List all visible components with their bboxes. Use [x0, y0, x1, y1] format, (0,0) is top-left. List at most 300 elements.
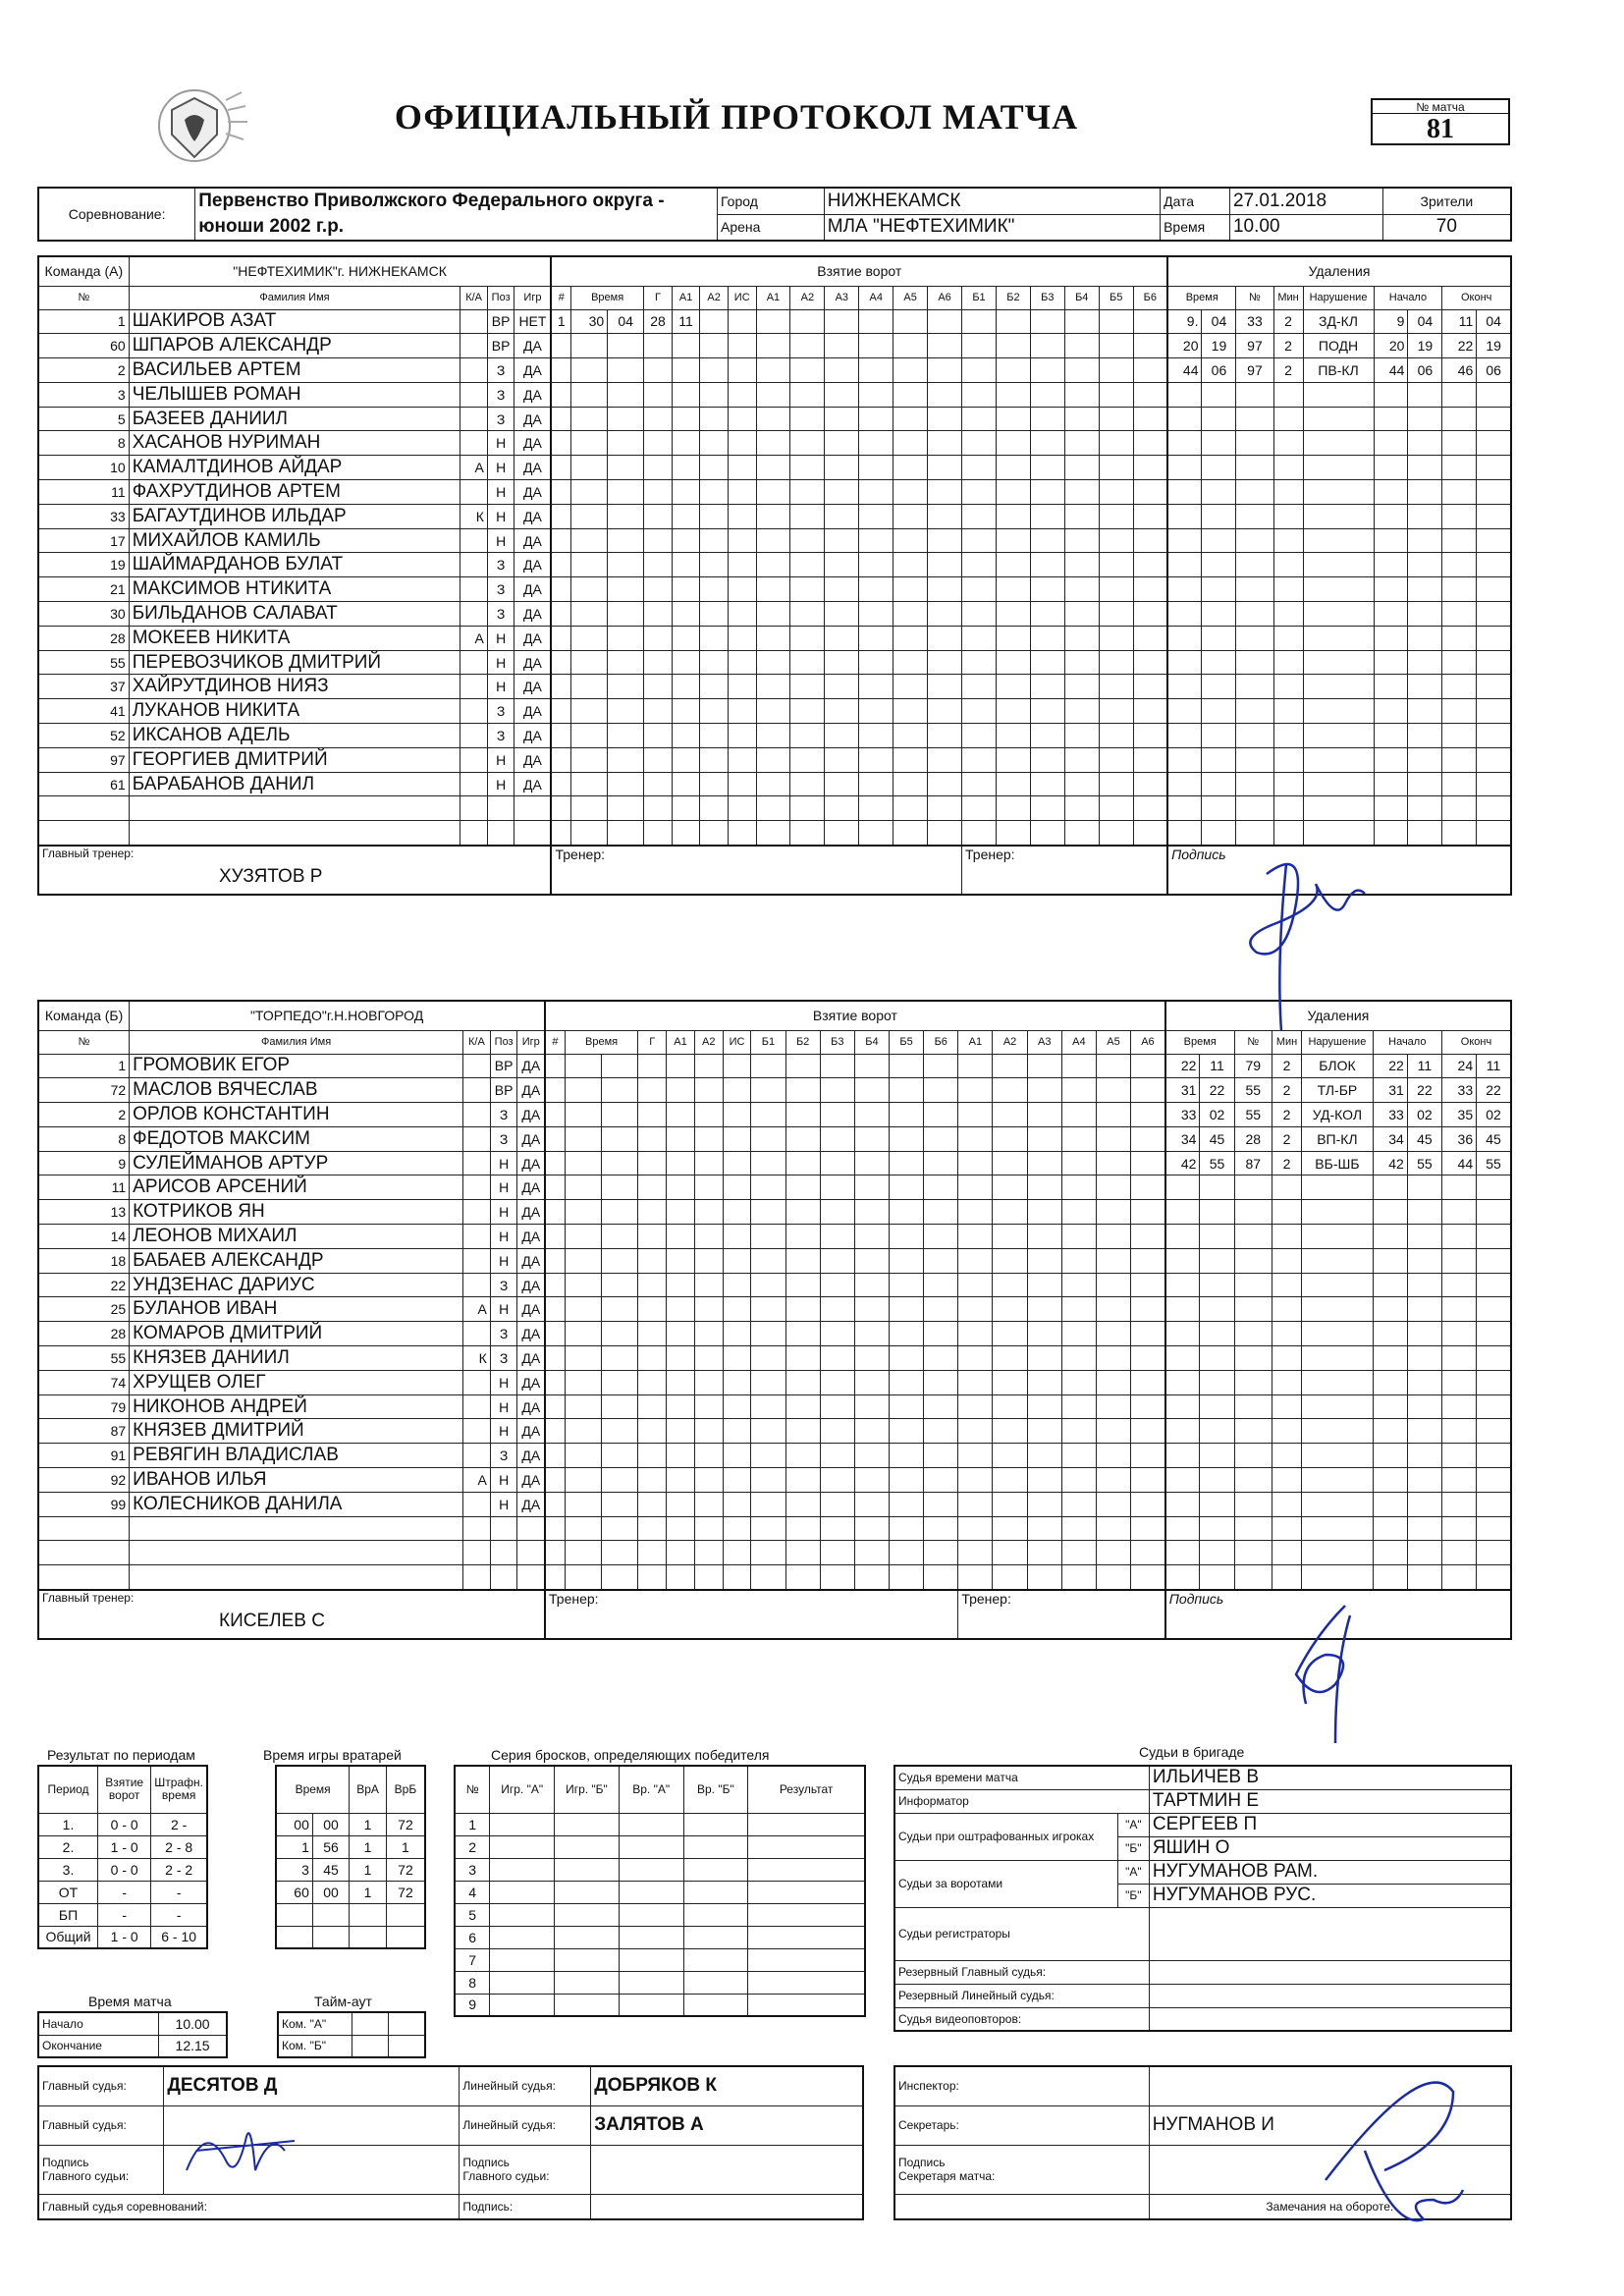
onice-cell	[751, 1248, 785, 1273]
player-played: ДА	[514, 626, 552, 650]
onice-cell	[1099, 431, 1133, 456]
pen-player	[1234, 1322, 1272, 1346]
head-coach-value: КИСЕЛЕВ С	[219, 1610, 325, 1631]
pen-time-sec	[1200, 1273, 1234, 1297]
pen-start-min	[1373, 1322, 1407, 1346]
onice-cell	[756, 821, 790, 846]
onice-cell	[785, 1297, 820, 1322]
pen-end-min	[1442, 699, 1477, 724]
period-row	[38, 1903, 207, 1926]
onice-cell	[790, 821, 825, 846]
onice-cell	[859, 602, 893, 627]
pen-time-sec	[1202, 431, 1236, 456]
goalie-row	[276, 1881, 425, 1903]
onice-cell	[1030, 334, 1064, 358]
pen-time-sec	[1202, 626, 1236, 650]
onice-cell	[924, 1054, 958, 1078]
goal-scorer	[638, 1322, 667, 1346]
onice-cell	[1027, 1394, 1061, 1419]
onice-cell	[996, 358, 1030, 383]
player-ka	[463, 1078, 491, 1103]
pen-end-sec: 11	[1477, 1054, 1511, 1078]
onice-header-11: Б6	[1133, 286, 1167, 309]
goal-scorer	[644, 602, 673, 627]
goal-assist2	[700, 382, 729, 407]
goal-situation	[723, 1346, 751, 1371]
shootout-player-a	[490, 1858, 555, 1881]
pen-violation	[1302, 1322, 1373, 1346]
goal-situation	[728, 528, 756, 553]
player-number	[38, 1565, 130, 1590]
onice-cell	[859, 747, 893, 772]
player-ka	[463, 1273, 491, 1297]
pen-minutes	[1272, 1468, 1301, 1493]
onice-cell	[1064, 456, 1099, 480]
pen-time-min	[1167, 504, 1202, 528]
goal-number	[551, 772, 570, 796]
onice-cell	[996, 821, 1030, 846]
player-position: Н	[490, 1248, 517, 1273]
pen-start-sec	[1408, 456, 1442, 480]
onice-cell	[993, 1322, 1027, 1346]
pen-start-min	[1373, 1394, 1407, 1419]
onice-cell	[785, 1151, 820, 1175]
onice-cell	[1064, 699, 1099, 724]
goal-scorer	[638, 1516, 667, 1541]
player-position: ВР	[487, 334, 514, 358]
goal-time-min	[565, 1103, 601, 1127]
goal-scorer	[644, 772, 673, 796]
goal-assist2	[694, 1394, 723, 1419]
player-played: ДА	[517, 1225, 545, 1249]
goal-time-sec	[602, 1297, 638, 1322]
pen-end-header: Оконч	[1441, 1030, 1511, 1054]
player-position: Н	[490, 1468, 517, 1493]
goal-scorer	[638, 1175, 667, 1200]
onice-cell	[825, 821, 859, 846]
onice-cell	[1030, 772, 1064, 796]
pen-time-sec: 11	[1200, 1054, 1234, 1078]
player-name: КОМАРОВ ДМИТРИЙ	[130, 1322, 463, 1346]
period-goals: -	[98, 1903, 151, 1926]
shootout-player-a	[490, 1971, 555, 1994]
goal-scorer	[638, 1492, 667, 1516]
onice-cell	[962, 772, 997, 796]
onice-cell	[993, 1248, 1027, 1273]
player-name	[130, 1516, 463, 1541]
goal-scorer	[644, 528, 673, 553]
onice-cell	[928, 650, 962, 675]
onice-cell	[1099, 602, 1133, 627]
pen-p_min-header: Мин	[1272, 1030, 1301, 1054]
goal-time-min	[565, 1419, 601, 1444]
player-position: Н	[487, 626, 514, 650]
player-row	[38, 821, 1511, 846]
onice-cell	[1064, 358, 1099, 383]
pen-minutes	[1272, 1273, 1301, 1297]
onice-cell	[790, 309, 825, 334]
shootout-player-a-header: Игр. "А"	[490, 1766, 555, 1813]
onice-cell	[996, 796, 1030, 821]
pen-start-sec	[1407, 1565, 1441, 1590]
onice-cell	[1027, 1297, 1061, 1322]
pen-player: 87	[1234, 1151, 1272, 1175]
onice-header-9: А4	[1061, 1030, 1096, 1054]
officials-table	[893, 1765, 1512, 2032]
player-position	[490, 1516, 517, 1541]
player-played: ДА	[514, 334, 552, 358]
pen-end-min	[1442, 772, 1477, 796]
pen-end-sec	[1477, 1370, 1511, 1394]
onice-cell	[893, 724, 928, 748]
player-position: Н	[490, 1370, 517, 1394]
pen-start-min: 31	[1373, 1078, 1407, 1103]
onice-cell	[751, 1444, 785, 1468]
goal-assist1	[667, 1468, 695, 1493]
pen-time-sec	[1200, 1565, 1234, 1590]
onice-cell	[1133, 821, 1167, 846]
pen-end-min	[1441, 1200, 1476, 1225]
player-number	[38, 1541, 130, 1565]
onice-cell	[1061, 1394, 1096, 1419]
date-label: Дата	[1161, 188, 1230, 214]
onice-cell	[820, 1200, 854, 1225]
goal-time-min	[571, 504, 608, 528]
onice-cell	[854, 1273, 889, 1297]
goal-assist1	[667, 1225, 695, 1249]
player-position: Н	[490, 1419, 517, 1444]
pen-minutes	[1273, 480, 1303, 505]
pen-start-sec	[1408, 796, 1442, 821]
pen-end-sec	[1477, 650, 1511, 675]
goal-hash-header: #	[545, 1030, 565, 1054]
player-position: З	[490, 1103, 517, 1127]
pen-start-min	[1374, 577, 1408, 602]
pen-time-sec	[1202, 553, 1236, 577]
goal-scorer	[644, 577, 673, 602]
player-name	[129, 796, 460, 821]
goal-assist2	[694, 1541, 723, 1565]
goal-scorer	[644, 821, 673, 846]
goal-assist2	[694, 1151, 723, 1175]
goal-g_a2-header: А2	[694, 1030, 723, 1054]
pen-minutes	[1273, 747, 1303, 772]
player-row	[38, 1322, 1511, 1346]
onice-cell	[751, 1078, 785, 1103]
player-played: ДА	[514, 602, 552, 627]
onice-cell	[890, 1151, 924, 1175]
goal-b-tag: "Б"	[1117, 1884, 1149, 1907]
player-played: ДА	[517, 1322, 545, 1346]
onice-cell	[1064, 650, 1099, 675]
pen-end-sec	[1477, 1200, 1511, 1225]
pen-player	[1236, 821, 1273, 846]
goal-scorer	[644, 675, 673, 699]
goals-title: Взятие ворот	[551, 256, 1167, 286]
player-row	[38, 334, 1511, 358]
pen-time-min	[1167, 407, 1202, 431]
onice-cell	[756, 577, 790, 602]
pen-minutes: 2	[1273, 334, 1303, 358]
onice-cell	[751, 1151, 785, 1175]
onice-cell	[962, 602, 997, 627]
onice-header-7: Б2	[996, 286, 1030, 309]
competition-referee-sign-label: Подпись:	[460, 2194, 591, 2219]
onice-header-11: А6	[1131, 1030, 1165, 1054]
onice-cell	[928, 309, 962, 334]
pen-time-min: 22	[1165, 1054, 1200, 1078]
onice-cell	[1133, 480, 1167, 505]
pen-time-min: 44	[1167, 358, 1202, 383]
player-number: 41	[38, 699, 129, 724]
player-ka	[463, 1054, 491, 1078]
pen-violation	[1302, 1273, 1373, 1297]
pen-end-sec	[1477, 528, 1511, 553]
pen-time-min: 9.	[1167, 309, 1202, 334]
onice-cell	[924, 1468, 958, 1493]
onice-cell	[1131, 1273, 1165, 1297]
onice-cell	[1096, 1248, 1130, 1273]
goalie-b-header: ВрБ	[386, 1766, 425, 1813]
goal-time-min	[565, 1346, 601, 1371]
goal-number	[551, 821, 570, 846]
onice-cell	[893, 431, 928, 456]
onice-cell	[996, 577, 1030, 602]
onice-cell	[785, 1273, 820, 1297]
pen-time-sec	[1200, 1444, 1234, 1468]
onice-cell	[958, 1151, 993, 1175]
pen-player	[1236, 553, 1273, 577]
pen-start-sec	[1408, 504, 1442, 528]
onice-cell	[1030, 796, 1064, 821]
onice-cell	[924, 1126, 958, 1151]
competition-label: Соревнование:	[38, 188, 195, 241]
goal-time-sec	[608, 334, 644, 358]
onice-cell	[1131, 1151, 1165, 1175]
player-row	[38, 626, 1511, 650]
goal-scorer	[638, 1151, 667, 1175]
onice-cell	[790, 626, 825, 650]
pen-start-min	[1374, 724, 1408, 748]
goal-assist2	[700, 699, 729, 724]
team-label: Команда (Б)	[38, 1001, 130, 1030]
player-position: З	[487, 358, 514, 383]
onice-cell	[751, 1273, 785, 1297]
onice-cell	[859, 480, 893, 505]
period-goals: -	[98, 1881, 151, 1903]
pen-start-min: 44	[1374, 358, 1408, 383]
onice-cell	[854, 1151, 889, 1175]
onice-cell	[893, 528, 928, 553]
goal-time-sec	[608, 358, 644, 383]
shootout-player-b	[555, 1903, 620, 1926]
match-time-title: Время матча	[88, 1994, 172, 2009]
onice-cell	[893, 821, 928, 846]
player-ka	[463, 1322, 491, 1346]
goal-time-header: Время	[571, 286, 644, 309]
goal-time-sec	[608, 382, 644, 407]
goal-situation	[728, 382, 756, 407]
goal-assist1	[672, 650, 700, 675]
timekeeper-value: ИЛЬИЧЕВ В	[1149, 1766, 1511, 1789]
goal-number	[545, 1151, 565, 1175]
onice-cell	[890, 1273, 924, 1297]
period-goals: 1 - 0	[98, 1926, 151, 1948]
shootout-result-header: Результат	[748, 1766, 865, 1813]
onice-cell	[890, 1297, 924, 1322]
onice-cell	[890, 1541, 924, 1565]
onice-cell	[785, 1565, 820, 1590]
onice-cell	[1133, 309, 1167, 334]
onice-cell	[890, 1103, 924, 1127]
player-number: 1	[38, 1054, 130, 1078]
goal-situation	[728, 821, 756, 846]
goal-assist1	[672, 431, 700, 456]
goal-situation	[728, 602, 756, 627]
player-played: ДА	[514, 528, 552, 553]
onice-cell	[820, 1248, 854, 1273]
onice-cell	[854, 1054, 889, 1078]
player-position: Н	[487, 456, 514, 480]
goal-number	[551, 724, 570, 748]
player-number: 30	[38, 602, 129, 627]
play-header: Игр	[514, 286, 552, 309]
player-played: ДА	[517, 1444, 545, 1468]
onice-cell	[820, 1054, 854, 1078]
onice-cell	[1133, 577, 1167, 602]
player-row	[38, 358, 1511, 383]
shootout-player-b	[555, 1813, 620, 1835]
goal-time-sec	[602, 1175, 638, 1200]
player-number: 91	[38, 1444, 130, 1468]
onice-cell	[1099, 309, 1133, 334]
main-referee-1: ДЕСЯТОВ Д	[164, 2066, 460, 2105]
onice-cell	[958, 1492, 993, 1516]
shootout-num: 7	[455, 1948, 490, 1971]
onice-cell	[928, 480, 962, 505]
onice-cell	[825, 675, 859, 699]
pen-player	[1236, 650, 1273, 675]
pen-time-sec	[1202, 382, 1236, 407]
player-name: БИЛЬДАНОВ САЛАВАТ	[129, 602, 460, 627]
onice-cell	[962, 553, 997, 577]
shootout-goalie-b-header: Вр. "Б"	[683, 1766, 748, 1813]
goal-situation	[728, 699, 756, 724]
goal-time-min	[571, 553, 608, 577]
pen-violation: ВБ-ШБ	[1302, 1151, 1373, 1175]
goalie-b: 1	[386, 1835, 425, 1858]
player-position: З	[487, 699, 514, 724]
goal-time-sec	[602, 1126, 638, 1151]
pen-end-min	[1442, 602, 1477, 627]
goal-time-sec	[608, 431, 644, 456]
onice-cell	[1027, 1444, 1061, 1468]
main-referee-label-1: Главный судья:	[38, 2066, 164, 2105]
player-row	[38, 1078, 1511, 1103]
onice-cell	[751, 1297, 785, 1322]
pen-start-min: 33	[1373, 1103, 1407, 1127]
player-position: ВР	[490, 1078, 517, 1103]
onice-cell	[924, 1394, 958, 1419]
onice-cell	[993, 1054, 1027, 1078]
coach-signature-label: Подпись	[1167, 846, 1511, 895]
goal-g_a2-header: А2	[700, 286, 729, 309]
onice-cell	[825, 407, 859, 431]
goal-scorer	[638, 1200, 667, 1225]
onice-cell	[825, 528, 859, 553]
player-number: 25	[38, 1297, 130, 1322]
onice-cell	[1030, 724, 1064, 748]
goal-time-min	[571, 382, 608, 407]
pen-start-min: 9	[1374, 309, 1408, 334]
player-played: ДА	[517, 1370, 545, 1394]
goal-situation	[723, 1322, 751, 1346]
onice-cell	[854, 1297, 889, 1322]
penalties-title: Удаления	[1165, 1001, 1511, 1030]
onice-cell	[1133, 724, 1167, 748]
goal-number	[551, 480, 570, 505]
onice-cell	[993, 1370, 1027, 1394]
onice-cell	[1064, 821, 1099, 846]
pen-time-min	[1167, 626, 1202, 650]
pen-end-sec	[1477, 407, 1511, 431]
period-results-table	[37, 1765, 208, 1949]
goal-assist1	[672, 528, 700, 553]
player-name: ЧЕЛЫШЕВ РОМАН	[129, 382, 460, 407]
onice-header-5: А6	[928, 286, 962, 309]
player-number: 61	[38, 772, 129, 796]
goal-situation	[723, 1273, 751, 1297]
pen-start-min	[1373, 1492, 1407, 1516]
pen-end-sec	[1477, 480, 1511, 505]
onice-cell	[962, 382, 997, 407]
player-ka	[460, 309, 488, 334]
onice-cell	[1096, 1492, 1130, 1516]
goalie-b: 72	[386, 1881, 425, 1903]
onice-cell	[820, 1516, 854, 1541]
goal-time-sec	[602, 1078, 638, 1103]
onice-cell	[993, 1225, 1027, 1249]
onice-cell	[1133, 796, 1167, 821]
onice-cell	[1131, 1175, 1165, 1200]
pen-end-sec	[1477, 1175, 1511, 1200]
onice-cell	[1027, 1200, 1061, 1225]
onice-cell	[1030, 309, 1064, 334]
goal-time-min	[565, 1225, 601, 1249]
onice-cell	[854, 1444, 889, 1468]
goal-situation	[728, 650, 756, 675]
pen-end-sec	[1477, 602, 1511, 627]
onice-cell	[790, 796, 825, 821]
goal-situation	[723, 1126, 751, 1151]
pen-time-sec	[1200, 1468, 1234, 1493]
pen-violation	[1303, 431, 1374, 456]
goalie-row	[276, 1926, 425, 1948]
pen-time-sec	[1200, 1394, 1234, 1419]
goal-assist1	[672, 821, 700, 846]
match-time-table	[37, 2011, 228, 2058]
goal-situation	[728, 772, 756, 796]
onice-cell	[1064, 382, 1099, 407]
goal-number	[551, 407, 570, 431]
player-ka	[463, 1126, 491, 1151]
shootout-goalie-b	[683, 1903, 748, 1926]
onice-cell	[854, 1468, 889, 1493]
pen-time-min	[1165, 1516, 1200, 1541]
shootout-goalie-a	[619, 1835, 683, 1858]
onice-cell	[1030, 699, 1064, 724]
player-row	[38, 699, 1511, 724]
